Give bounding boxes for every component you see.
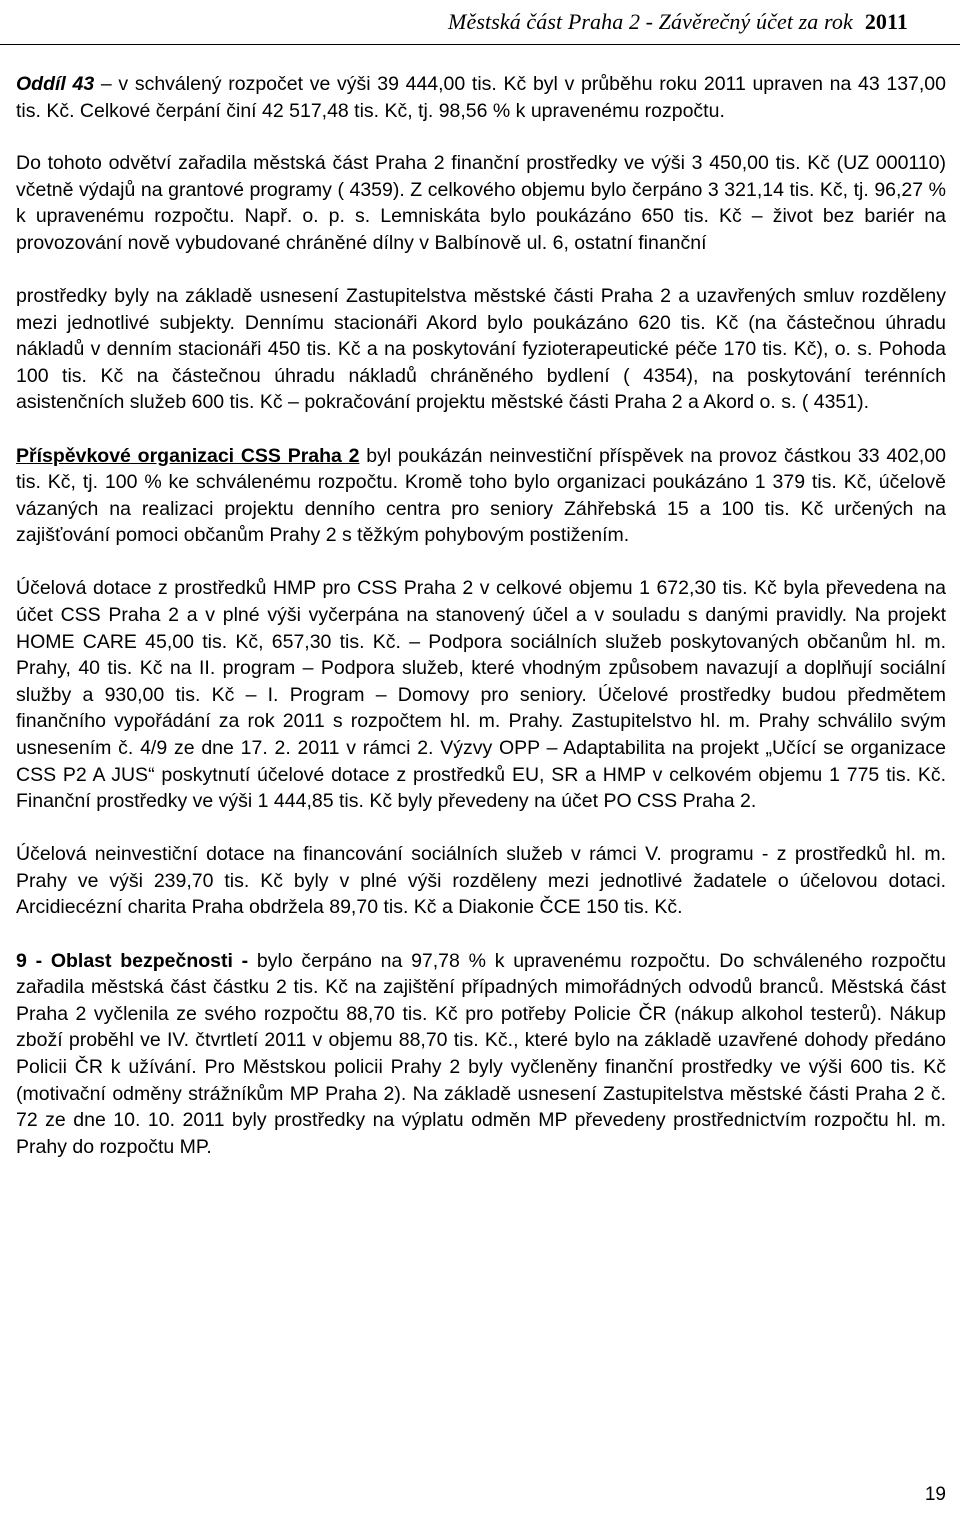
paragraph-text: Do tohoto odvětví zařadila městská část Praha 2 finanční prostředky ve výši 3 450,00 tis. Kč (UZ 000110) včetně výdajů na grantové programy ( 4359). Z celkového objemu bylo čerpáno 3 321,14 tis. Kč, tj. 96,27 % k upravenému rozpočtu. Např. o. p. s. Lemniskáta bylo poukázáno 650 tis. Kč – život bez bariér na provozování nově vybudované chráněné dílny v Balbínově ul. 6, ostatní finanční [16, 152, 946, 254]
paragraph-hmp-dotace [16, 575, 946, 814]
paragraph-text: – v schválený rozpočet ve výši 39 444,00 tis. Kč byl v průběhu roku 2011 upraven na 43 137,00 tis. Kč. Celkové čerpání činí 42 517,48 tis. Kč, tj. 98,56 % k upravenému rozpočtu. [16, 73, 946, 122]
page-number: 19 [924, 1484, 946, 1505]
page-header [0, 0, 960, 45]
paragraph-text: Účelová dotace z prostředků HMP pro CSS Praha 2 v celkové objemu 1 672,30 tis. Kč byla převedena na účet CSS Praha 2 a v plné výši vyčerpána na stanovený účel a v souladu s danými pravidly. Na projekt HOME CARE 45,00 tis. Kč, 657,30 tis. Kč. – Podpora sociálních služeb poskytovaných občanům hl. m. Prahy, 40 tis. Kč na II. program – Podpora služeb, které vhodným způsobem navazují a doplňují sociální služby a 930,00 tis. Kč – I. Program – Domovy pro seniory. Účelové prostředky budou předmětem finančního vypořádání za rok 2011 s rozpočtem hl. m. Prahy. Zastupitelstvo hl. m. Prahy schválilo svým usnesením č. 4/9 ze dne 17. 2. 2011 v rámci 2. Výzvy OPP – Adaptabilita na projekt „Učící se organizace CSS P2 A JUS“ poskytnutí účelové dotace z prostředků EU, SR a HMP v celkovém objemu 1 775 tis. Kč. Finanční prostředky ve výši 1 444,85 tis. Kč byly převedeny na účet PO CSS Praha 2. [16, 577, 946, 813]
paragraph-css-praha-2 [16, 443, 946, 549]
header-title-line [448, 9, 908, 35]
paragraph-grant-programs [16, 150, 946, 256]
paragraph-distribution [16, 283, 946, 416]
document-body [16, 71, 946, 1160]
paragraph-lead-css: Příspěvkové organizaci CSS Praha 2 [16, 444, 360, 467]
header-year: 2011 [864, 9, 908, 34]
paragraph-text: prostředky byly na základě usnesení Zastupitelstva městské části Praha 2 a uzavřených smluv rozděleny mezi jednotlivé subjekty. Dennímu stacionáři Akord bylo poukázáno 620 tis. Kč (na částečnou úhradu nákladů v denním stacionáři 450 tis. Kč a na poskytování fyzioterapeutické péče 170 tis. Kč), o. s. Pohoda 100 tis. Kč na částečnou úhradu nákladů chráněného bydlení ( 4354), na poskytování terénních asistenčních služeb 600 tis. Kč – pokračování projektu městské části Praha 2 a Akord o. s. ( 4351). [16, 285, 946, 414]
paragraph-text: Účelová neinvestiční dotace na financování sociálních služeb v rámci V. programu - z prostředků hl. m. Prahy ve výši 239,70 tis. Kč byly v plné výši rozděleny mezi jednotlivé žadatele o účelovou dotaci. Arcidiecézní charita Praha obdržela 89,70 tis. Kč a Diakonie ČCE 150 tis. Kč. [16, 843, 946, 919]
paragraph-lead-oddil-43: Oddíl 43 [16, 73, 95, 95]
paragraph-oblast-bezpecnosti [16, 948, 946, 1161]
paragraph-neinvesticni-dotace [16, 841, 946, 921]
paragraph-text: byl poukázán neinvestiční příspěvek na provoz částkou 33 402,00 tis. Kč, tj. 100 % ke schválenému rozpočtu. Kromě toho bylo organizaci poukázáno 1 379 tis. Kč, účelově vázaných na realizaci projektu denního centra pro seniory Záhřebská 15 a 100 tis. Kč určených na zajišťování pomoci občanům Prahy 2 s těžkým pohybovým postižením. [16, 444, 946, 547]
paragraph-oddil-43 [16, 71, 946, 124]
paragraph-lead-bezpecnost: 9 - Oblast bezpečnosti - [16, 949, 249, 972]
paragraph-text: bylo čerpáno na 97,78 % k upravenému rozpočtu. Do schváleného rozpočtu zařadila městská část částku 2 tis. Kč na zajištění případných mimořádných odvodů branců. Městská část Praha 2 vyčlenila ze svého rozpočtu 88,70 tis. Kč pro potřeby Policie ČR (nákup alkohol testerů). Nákup zboží proběhl ve IV. čtvrtletí 2011 v objemu 88,70 tis. Kč., které bylo na základě uzavřené dohody předáno Policii ČR k užívání. Pro Městskou policii Prahy 2 byly vyčleněny finanční prostředky ve výši 600 tis. Kč (motivační odměny strážníkům MP Praha 2). Na základě usnesení Zastupitelstva městské části Praha 2 č. 72 ze dne 10. 10. 2011 byly prostředky na výplatu odměn MP převedeny prostřednictvím rozpočtu hl. m. Prahy do rozpočtu MP. [16, 949, 946, 1158]
header-title: Městská část Praha 2 - Závěrečný účet za rok [448, 9, 853, 34]
